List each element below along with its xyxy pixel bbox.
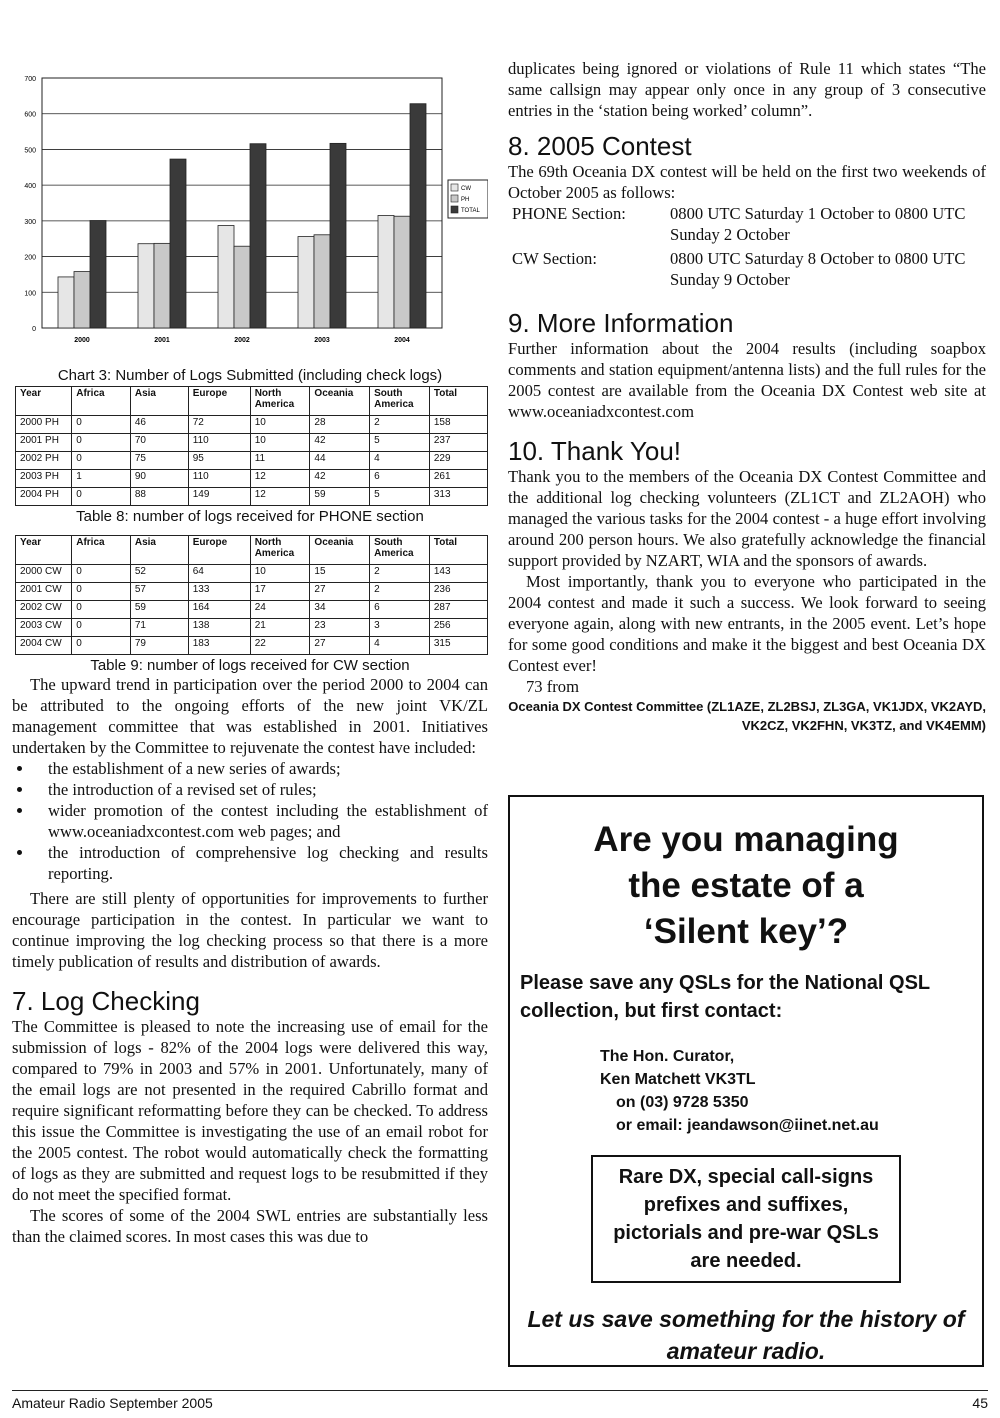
x-tick-label: 2001	[154, 337, 170, 344]
table-cell: 2002 CW	[16, 601, 72, 619]
legend-label: TOTAL	[461, 208, 480, 214]
curator-email: or email: jeandawson@iinet.net.au	[616, 1117, 879, 1134]
table-cell: 52	[130, 565, 188, 583]
column-header: North America	[250, 387, 310, 416]
phone-section-label: PHONE Section:	[512, 204, 626, 223]
table-cell: 149	[188, 488, 250, 506]
table-cell: 0	[72, 619, 131, 637]
more-info-paragraph: Further information about the 2004 results (including soapbox comments and station equipment/antenna lists) and the full rules for the 2005 contest are available from the Oceania DX Contest web site at www.oceaniadxcontest.com	[508, 339, 986, 421]
x-tick-label: 2002	[234, 337, 250, 344]
silent-key-advert	[508, 795, 984, 1367]
table-row	[16, 416, 488, 434]
participants-paragraph: Most importantly, thank you to everyone who participated in the 2004 contest and made it such a success. We look forward to seeing everyone again, along with new entrants, in the 2005 event. Let’s hope for some good conditions and make it the biggest and best Oceania DX Contest ever!	[508, 572, 986, 675]
page-footer	[12, 1390, 988, 1411]
table-cell: 17	[250, 583, 310, 601]
column-header: Total	[429, 387, 487, 416]
table-row	[16, 434, 488, 452]
bar-cw	[58, 277, 74, 328]
legend-swatch	[451, 195, 458, 202]
table-cell: 42	[310, 434, 370, 452]
cw-schedule	[512, 248, 986, 290]
table-cell: 23	[310, 619, 370, 637]
table-cell: 21	[250, 619, 310, 637]
table-cell: 79	[130, 637, 188, 655]
curator-phone: on (03) 9728 5350	[616, 1094, 749, 1111]
legend-swatch	[451, 206, 458, 213]
column-header: Africa	[72, 536, 131, 565]
initiatives-list	[12, 758, 488, 884]
cw-logs-table	[15, 535, 488, 655]
table-cell: 313	[429, 488, 487, 506]
bar-total	[410, 104, 426, 328]
table-cell: 2001 CW	[16, 583, 72, 601]
table-cell: 90	[130, 470, 188, 488]
table-cell: 0	[72, 488, 131, 506]
logs-bar-chart	[12, 70, 488, 360]
y-tick-label: 400	[24, 183, 36, 191]
table-cell: 46	[130, 416, 188, 434]
log-checking-paragraph: The Committee is pleased to note the increasing use of email for the submission of logs - 82% of the 2004 logs were delivered this way, compared to 79% in 2003 and 57% in 2001. Unfortunately, many of the email logs are not presented in the required Cabrillo format and require significant reformatting before they can be checked. To address this issue the Committee is investigating the use of an email robot for the 2005 contest. The robot would automatically check the formatting of logs as they are submitted and request logs to be resubmitted if they do not meet the specified format.	[12, 1017, 488, 1204]
table-cell: 164	[188, 601, 250, 619]
phone-section-time: 0800 UTC Saturday 1 October to 0800 UTC Sunday 2 October	[670, 204, 966, 244]
table-row	[16, 565, 488, 583]
table-cell: 10	[250, 565, 310, 583]
table-cell: 75	[130, 452, 188, 470]
73-from: 73 from	[526, 677, 579, 696]
bar-total	[330, 143, 346, 328]
y-tick-label: 100	[24, 290, 36, 298]
cw-table-caption: Table 9: number of logs received for CW section	[90, 657, 410, 674]
section-heading-thank-you: 10. Thank You!	[508, 436, 682, 466]
bar-ph	[394, 216, 410, 328]
committee-signature: Oceania DX Contest Committee (ZL1AZE, ZL2BSJ, ZL3GA, VK1JDX, VK2AYD, VK2CZ, VK2FHN, VK3TZ, and VK4EMM)	[508, 699, 986, 733]
table-cell: 10	[250, 434, 310, 452]
table-cell: 158	[429, 416, 487, 434]
table-cell: 6	[370, 470, 430, 488]
table-cell: 229	[429, 452, 487, 470]
phone-logs-table	[15, 386, 488, 506]
table-row	[16, 452, 488, 470]
table-cell: 2004 CW	[16, 637, 72, 655]
section-heading-2005-contest: 8. 2005 Contest	[508, 131, 692, 161]
table-cell: 143	[429, 565, 487, 583]
table-row	[16, 619, 488, 637]
table-cell: 0	[72, 452, 131, 470]
column-header: Europe	[188, 536, 250, 565]
table-cell: 34	[310, 601, 370, 619]
section-heading-log-checking: 7. Log Checking	[12, 986, 200, 1016]
table-cell: 88	[130, 488, 188, 506]
table-cell: 2000 CW	[16, 565, 72, 583]
table-cell: 5	[370, 434, 430, 452]
table-cell: 4	[370, 637, 430, 655]
swl-paragraph: The scores of some of the 2004 SWL entries are substantially less than the claimed scores. In most cases this was due to	[12, 1206, 488, 1246]
y-tick-label: 500	[24, 147, 36, 155]
advert-heading-line: the estate of a	[628, 866, 864, 905]
table-cell: 0	[72, 601, 131, 619]
right-column	[508, 58, 986, 735]
bar-cw	[378, 216, 394, 329]
table-cell: 15	[310, 565, 370, 583]
column-header: Oceania	[310, 536, 370, 565]
table-row	[16, 470, 488, 488]
table-cell: 261	[429, 470, 487, 488]
table-cell: 0	[72, 637, 131, 655]
table-cell: 183	[188, 637, 250, 655]
table-cell: 2004 PH	[16, 488, 72, 506]
y-tick-label: 0	[32, 326, 36, 333]
table-cell: 110	[188, 470, 250, 488]
advert-heading	[510, 817, 982, 955]
list-item: • the introduction of a revised set of rules;	[34, 779, 488, 800]
table-cell: 2001 PH	[16, 434, 72, 452]
table-cell: 2003 PH	[16, 470, 72, 488]
table-cell: 2	[370, 565, 430, 583]
cw-section-time: 0800 UTC Saturday 8 October to 0800 UTC Sunday 9 October	[670, 249, 966, 289]
bar-ph	[234, 246, 250, 328]
table-cell: 72	[188, 416, 250, 434]
table-cell: 57	[130, 583, 188, 601]
table-cell: 10	[250, 416, 310, 434]
table-cell: 59	[130, 601, 188, 619]
phone-schedule	[512, 203, 986, 245]
bar-total	[170, 159, 186, 328]
table-cell: 64	[188, 565, 250, 583]
cw-section-label: CW Section:	[512, 249, 597, 268]
left-column	[12, 70, 488, 1247]
table-cell: 256	[429, 619, 487, 637]
table-cell: 0	[72, 416, 131, 434]
rare-dx-box: Rare DX, special call-signs prefixes and suffixes, pictorials and pre-war QSLs are needed.	[591, 1155, 901, 1283]
table-cell: 287	[429, 601, 487, 619]
table-cell: 6	[370, 601, 430, 619]
table-cell: 95	[188, 452, 250, 470]
x-tick-label: 2000	[74, 337, 90, 344]
table-cell: 236	[429, 583, 487, 601]
bar-cw	[138, 244, 154, 328]
column-header: Asia	[130, 536, 188, 565]
table-cell: 0	[72, 434, 131, 452]
table-cell: 28	[310, 416, 370, 434]
table-cell: 71	[130, 619, 188, 637]
table-cell: 11	[250, 452, 310, 470]
publication-name: Amateur Radio September 2005	[12, 1395, 213, 1411]
table-cell: 2	[370, 416, 430, 434]
table-cell: 12	[250, 488, 310, 506]
curator-contact	[600, 1045, 982, 1137]
y-tick-label: 200	[24, 254, 36, 262]
column-header: Oceania	[310, 387, 370, 416]
page-number: 45	[972, 1395, 988, 1411]
column-header: South America	[370, 536, 430, 565]
x-tick-label: 2003	[314, 337, 330, 344]
bar-ph	[314, 235, 330, 328]
bar-total	[90, 221, 106, 329]
table-cell: 2	[370, 583, 430, 601]
table-cell: 27	[310, 637, 370, 655]
table-cell: 110	[188, 434, 250, 452]
table-cell: 0	[72, 565, 131, 583]
table-cell: 4	[370, 452, 430, 470]
thank-you-paragraph: Thank you to the members of the Oceania DX Contest Committee and the additional log checking volunteers (ZL1CT and ZL2AOH) who managed the various tasks for the 2004 contest - a huge effort involving around 200 person hours. We also gratefully acknowledge the financial support provided by NZART, WIA and the sponsors of awards.	[508, 467, 986, 570]
table-cell: 5	[370, 488, 430, 506]
advert-tagline: Let us save something for the history of amateur radio.	[527, 1306, 965, 1364]
table-row	[16, 488, 488, 506]
contest-paragraph: The 69th Oceania DX contest will be held on the first two weekends of October 2005 as follows:	[508, 162, 986, 202]
chart-caption: Chart 3: Number of Logs Submitted (including check logs)	[57, 367, 443, 384]
y-tick-label: 300	[24, 218, 36, 226]
legend-label: PH	[461, 197, 470, 203]
legend-label: CW	[461, 186, 471, 192]
table-cell: 2002 PH	[16, 452, 72, 470]
table-cell: 59	[310, 488, 370, 506]
column-header: South America	[370, 387, 430, 416]
table-header-row	[16, 387, 488, 416]
legend-swatch	[451, 184, 458, 191]
advert-heading-line: Are you managing	[593, 820, 899, 859]
column-header: Year	[16, 387, 72, 416]
list-item: • the establishment of a new series of awards;	[34, 758, 488, 779]
table-cell: 133	[188, 583, 250, 601]
table-header-row	[16, 536, 488, 565]
rule11-paragraph: duplicates being ignored or violations of Rule 11 which states “The same callsign may appear only once in any group of 3 consecutive entries in the ‘station being worked’ column”.	[508, 59, 986, 120]
table-cell: 2000 PH	[16, 416, 72, 434]
advert-heading-line: ‘Silent key’?	[643, 912, 849, 951]
opportunities-paragraph: There are still plenty of opportunities for improvements to further encourage participation in the contest. In particular we want to continue improving the log checking process so that there is a more timely publication of results and distribution of awards.	[12, 889, 488, 971]
table-cell: 22	[250, 637, 310, 655]
table-cell: 24	[250, 601, 310, 619]
table-cell: 237	[429, 434, 487, 452]
column-header: North America	[250, 536, 310, 565]
table-cell: 44	[310, 452, 370, 470]
list-item: • the introduction of comprehensive log checking and results reporting.	[34, 842, 488, 884]
list-item: • wider promotion of the contest including the establishment of www.oceaniadxcontest.com web pages; and	[34, 800, 488, 842]
advert-request: Please save any QSLs for the National QSL collection, but first contact:	[520, 972, 930, 1022]
curator-title: The Hon. Curator,	[600, 1048, 735, 1065]
table-cell: 2003 CW	[16, 619, 72, 637]
y-tick-label: 700	[24, 76, 36, 83]
bar-ph	[74, 272, 90, 328]
participation-paragraph: The upward trend in participation over the period 2000 to 2004 can be attributed to the ongoing efforts of the new joint VK/ZL management committee that was established in 2001. Initiatives undertaken by the Committee to rejuvenate the contest have included:	[12, 675, 488, 757]
column-header: Year	[16, 536, 72, 565]
y-tick-label: 600	[24, 111, 36, 119]
x-tick-label: 2004	[394, 337, 410, 344]
curator-name: Ken Matchett VK3TL	[600, 1071, 756, 1088]
section-heading-more-information: 9. More Information	[508, 308, 734, 338]
table-cell: 3	[370, 619, 430, 637]
column-header: Europe	[188, 387, 250, 416]
bar-cw	[218, 226, 234, 329]
table-row	[16, 583, 488, 601]
table-cell: 315	[429, 637, 487, 655]
table-cell: 1	[72, 470, 131, 488]
table-cell: 12	[250, 470, 310, 488]
column-header: Africa	[72, 387, 131, 416]
table-row	[16, 637, 488, 655]
bar-cw	[298, 237, 314, 328]
table-cell: 42	[310, 470, 370, 488]
table-cell: 0	[72, 583, 131, 601]
bar-total	[250, 144, 266, 328]
table-row	[16, 601, 488, 619]
table-cell: 138	[188, 619, 250, 637]
column-header: Total	[429, 536, 487, 565]
column-header: Asia	[130, 387, 188, 416]
table-cell: 27	[310, 583, 370, 601]
phone-table-caption: Table 8: number of logs received for PHONE section	[76, 508, 424, 525]
bar-ph	[154, 243, 170, 328]
table-cell: 70	[130, 434, 188, 452]
